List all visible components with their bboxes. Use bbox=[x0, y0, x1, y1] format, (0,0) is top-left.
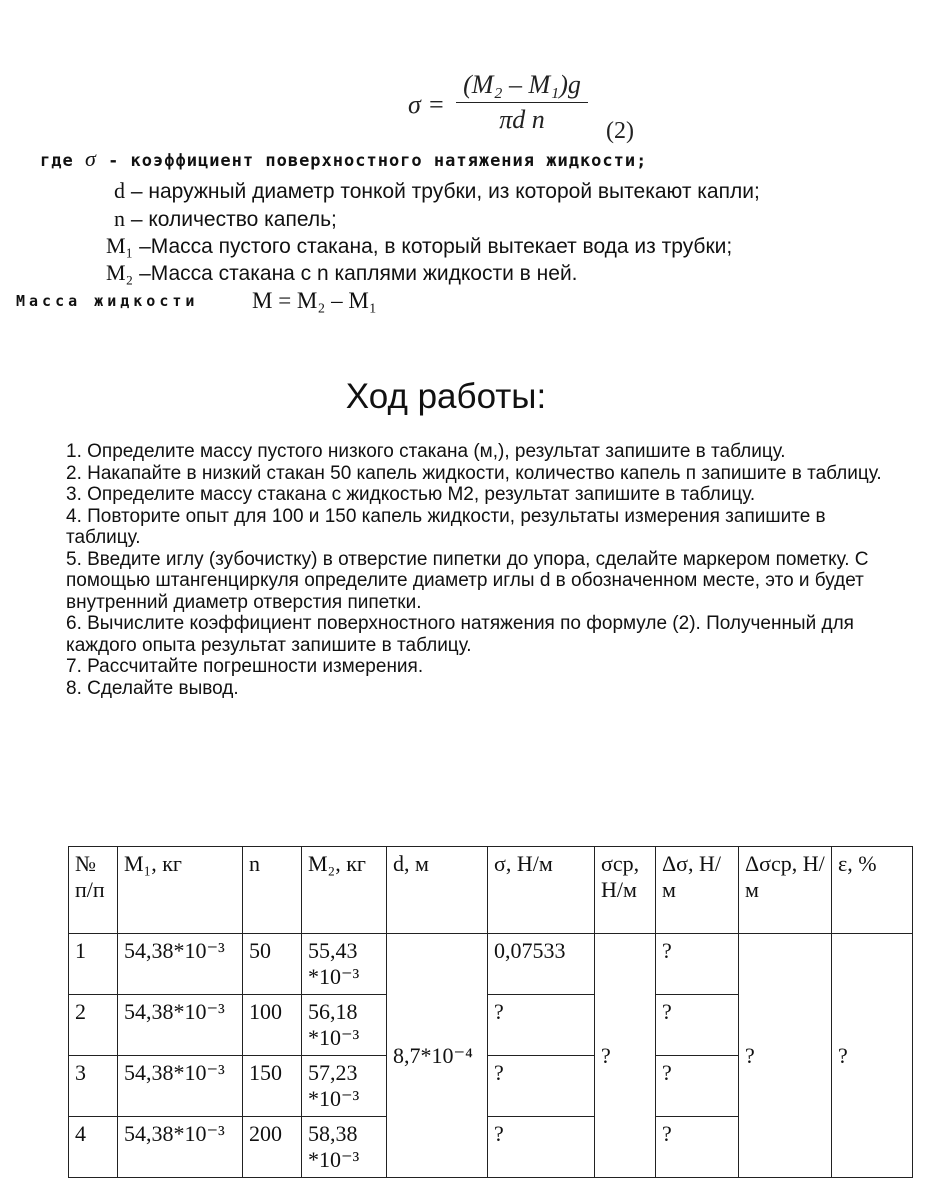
cell-num: 1 bbox=[69, 934, 118, 995]
header-num: № п/п bbox=[69, 847, 118, 934]
cell-m2: 56,18 *10⁻³ bbox=[302, 995, 387, 1056]
cell-dsigma: ? bbox=[656, 1056, 739, 1117]
cell-m2: 55,43 *10⁻³ bbox=[302, 934, 387, 995]
cell-d: 8,7*10⁻⁴ bbox=[387, 934, 488, 1178]
definition-d bbox=[114, 178, 760, 204]
formula-lhs: σ = bbox=[408, 90, 445, 119]
definition-symbol: M₂ bbox=[106, 260, 134, 285]
table-header-row bbox=[69, 847, 913, 934]
cell-sigma: ? bbox=[488, 1056, 595, 1117]
step-item: 4. Повторите опыт для 100 и 150 капель жидкости, результаты измерения запишите в таблицу. bbox=[66, 505, 826, 548]
procedure-steps bbox=[66, 441, 896, 699]
definition-text: – наружный диаметр тонкой трубки, из которой вытекают капли; bbox=[130, 180, 760, 203]
cell-dsigma-avg: ? bbox=[739, 934, 832, 1178]
step-item: 3. Определите массу стакана с жидкостью М2, результат запишите в таблицу. bbox=[66, 484, 756, 505]
header-m1: M₁, кг bbox=[118, 847, 243, 934]
results-table bbox=[68, 846, 913, 1178]
step-item: 6. Вычислите коэффициент поверхностного натяжения по формуле (2). Полученный для каждого опыта результат запишите в таблицу. bbox=[66, 613, 854, 656]
definition-text: –Масса пустого стакана, в который вытекает вода из трубки; bbox=[139, 235, 733, 258]
cell-dsigma: ? bbox=[656, 995, 739, 1056]
sigma-definition-text: - коэффициент поверхностного натяжения жидкости; bbox=[108, 151, 648, 171]
cell-num: 3 bbox=[69, 1056, 118, 1117]
cell-sigma: ? bbox=[488, 995, 595, 1056]
mass-label: Масса жидкости bbox=[16, 292, 199, 310]
cell-num: 2 bbox=[69, 995, 118, 1056]
cell-n: 50 bbox=[243, 934, 302, 995]
header-epsilon: ε, % bbox=[832, 847, 913, 934]
definition-text: – количество капель; bbox=[130, 208, 337, 231]
cell-sigma: 0,07533 bbox=[488, 934, 595, 995]
header-dsigma: Δσ, Н/м bbox=[656, 847, 739, 934]
sigma-definition bbox=[40, 146, 647, 172]
cell-sigma: ? bbox=[488, 1117, 595, 1178]
step-item: 5. Введите иглу (зубочистку) в отверстие пипетки до упора, сделайте маркером пометку. С помощью штангенциркуля определите диаметр иглы d в обозначенном месте, это и будет внутренний диаметр отверстия пипетки. bbox=[66, 548, 869, 613]
cell-m2: 58,38 *10⁻³ bbox=[302, 1117, 387, 1178]
definition-symbol: M₁ bbox=[106, 233, 134, 258]
definition-symbol: n bbox=[114, 206, 125, 231]
cell-n: 200 bbox=[243, 1117, 302, 1178]
header-sigma-avg: σср, Н/м bbox=[595, 847, 656, 934]
header-dsigma-avg: Δσср, Н/м bbox=[739, 847, 832, 934]
sigma-symbol: σ bbox=[84, 146, 97, 171]
header-d: d, м bbox=[387, 847, 488, 934]
cell-m1: 54,38*10⁻³ bbox=[118, 934, 243, 995]
cell-n: 150 bbox=[243, 1056, 302, 1117]
definition-symbol: d bbox=[114, 178, 125, 203]
step-item: 2. Накапайте в низкий стакан 50 капель жидкости, количество капель п запишите в таблицу. bbox=[66, 462, 882, 484]
formula-fraction bbox=[456, 70, 588, 135]
formula-denominator: πd n bbox=[499, 105, 545, 134]
cell-m2: 57,23 *10⁻³ bbox=[302, 1056, 387, 1117]
cell-m1: 54,38*10⁻³ bbox=[118, 1056, 243, 1117]
formula-numerator: (M₂ – M₁)g bbox=[456, 70, 588, 103]
cell-m1: 54,38*10⁻³ bbox=[118, 1117, 243, 1178]
header-m2: M₂, кг bbox=[302, 847, 387, 934]
section-heading: Ход работы: bbox=[345, 377, 547, 416]
step-item: 8. Сделайте вывод. bbox=[66, 677, 239, 699]
step-item: 7. Рассчитайте погрешности измерения. bbox=[66, 656, 424, 677]
cell-num: 4 bbox=[69, 1117, 118, 1178]
formula-number: (2) bbox=[606, 118, 634, 144]
cell-n: 100 bbox=[243, 995, 302, 1056]
definition-n bbox=[114, 206, 337, 232]
cell-epsilon: ? bbox=[832, 934, 913, 1178]
cell-sigma-avg: ? bbox=[595, 934, 656, 1178]
step-item: 1. Определите массу пустого низкого стакана (м,), результат запишите в таблицу. bbox=[66, 441, 786, 462]
cell-m1: 54,38*10⁻³ bbox=[118, 995, 243, 1056]
definition-text: –Масса стакана с n каплями жидкости в ней. bbox=[139, 262, 578, 285]
header-n: n bbox=[243, 847, 302, 934]
definition-m2 bbox=[106, 260, 578, 286]
definition-m1 bbox=[106, 233, 732, 259]
header-sigma: σ, Н/м bbox=[488, 847, 595, 934]
table-row bbox=[69, 934, 913, 995]
cell-dsigma: ? bbox=[656, 1117, 739, 1178]
mass-formula: M = M₂ – M₁ bbox=[252, 288, 377, 313]
where-prefix: где bbox=[40, 151, 74, 171]
cell-dsigma: ? bbox=[656, 934, 739, 995]
